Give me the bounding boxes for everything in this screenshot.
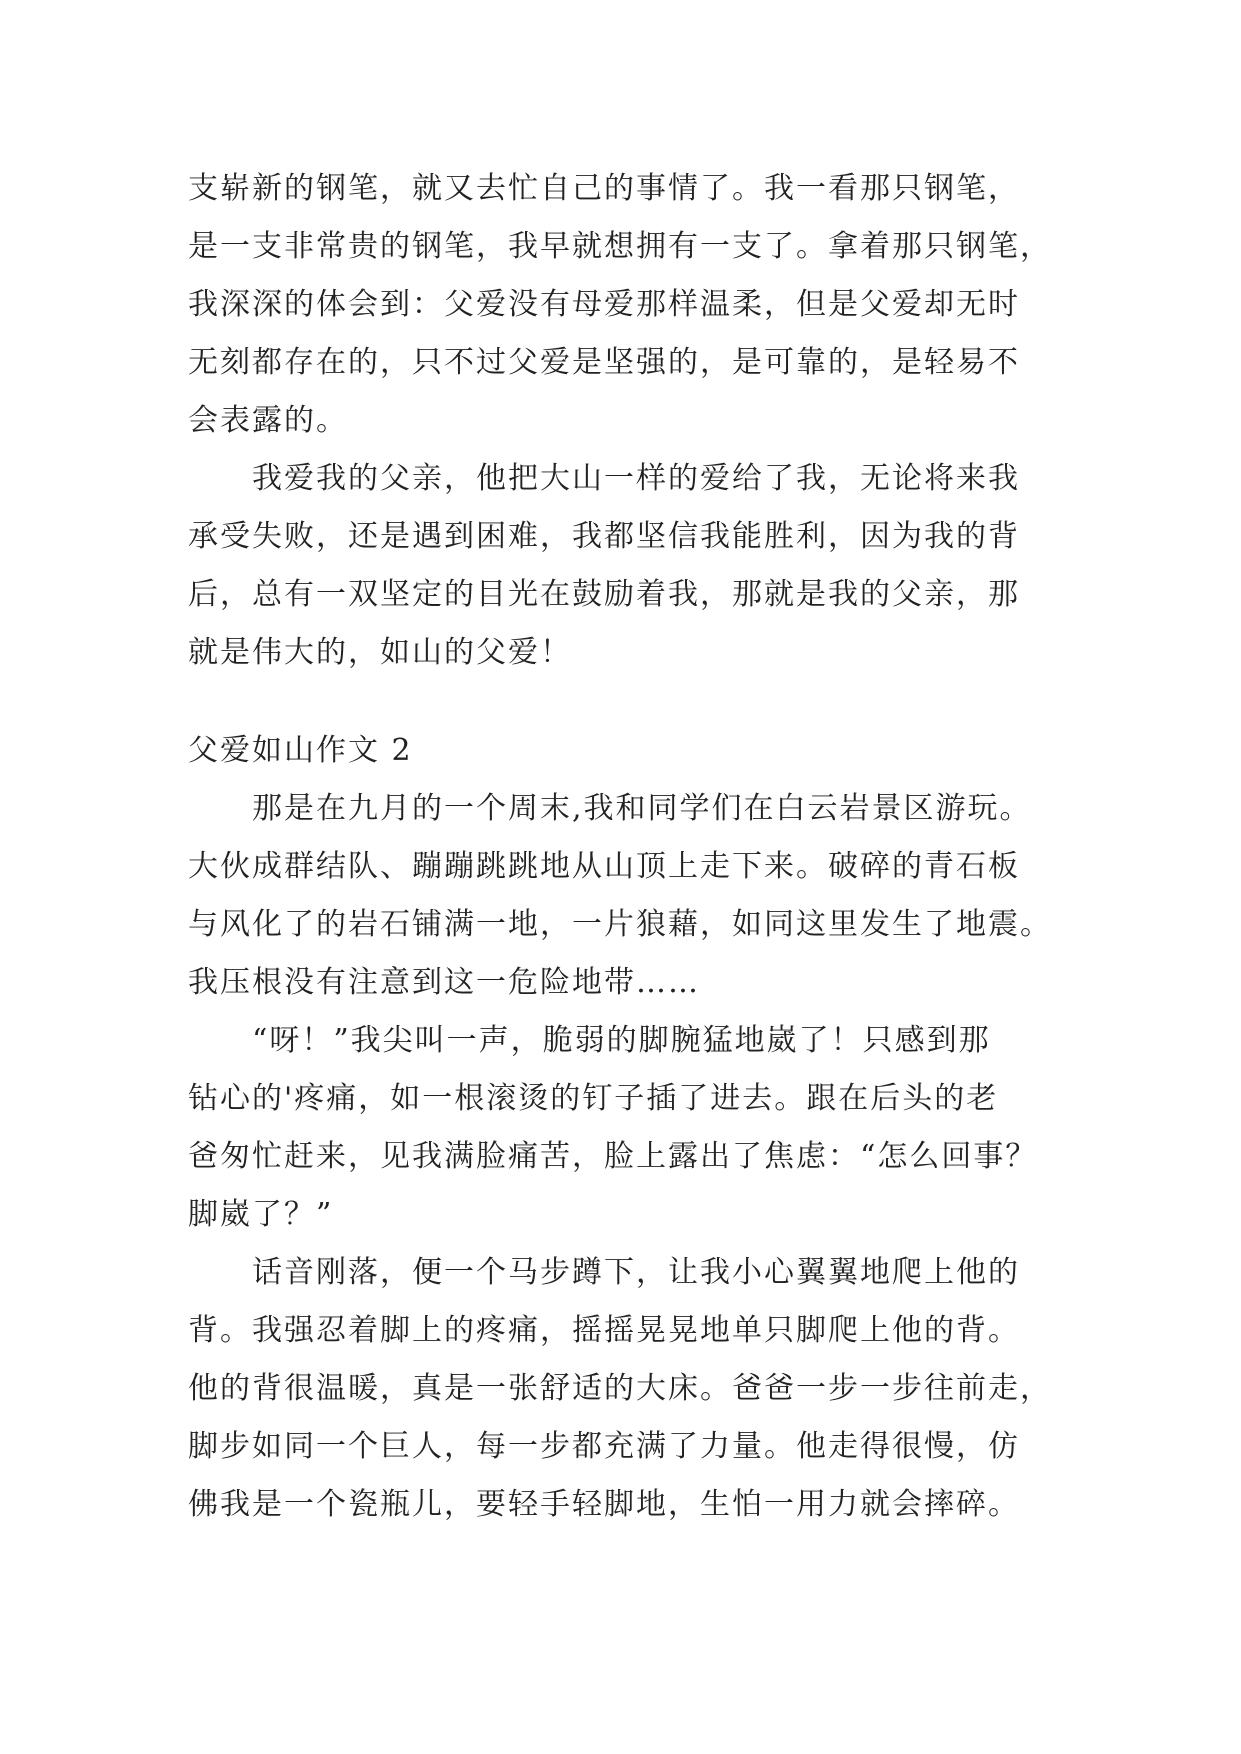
text-line: 大伙成群结队、蹦蹦跳跳地从山顶上走下来。破碎的青石板: [188, 849, 1020, 884]
text-line: 与风化了的岩石铺满一地，一片狼藉，如同这里发生了地震。: [188, 907, 1052, 942]
section-gap: [188, 682, 1058, 722]
text-line: 话音刚落，便一个马步蹲下，让我小心翼翼地爬上他的: [188, 1255, 1020, 1290]
text-line: 会表露的。: [188, 403, 348, 438]
text-line: 那是在九月的一个周末,我和同学们在白云岩景区游玩。: [188, 791, 1032, 826]
paragraph-3: [188, 780, 1058, 1012]
text-line: 佛我是一个瓷瓶儿，要轻手轻脚地，生怕一用力就会摔碎。: [188, 1487, 1020, 1522]
text-line: 无刻都存在的，只不过父爱是坚强的，是可靠的，是轻易不: [188, 345, 1020, 380]
text-line: 后，总有一双坚定的目光在鼓励着我，那就是我的父亲，那: [188, 577, 1020, 612]
text-line: 承受失败，还是遇到困难，我都坚信我能胜利，因为我的背: [188, 519, 1020, 554]
text-line: 钻心的'疼痛，如一根滚烫的钉子插了进去。跟在后头的老: [188, 1081, 999, 1116]
text-line: 就是伟大的，如山的父爱！: [188, 635, 572, 670]
text-line: 我深深的体会到：父爱没有母爱那样温柔，但是父爱却无时: [188, 287, 1020, 322]
paragraph-2: [188, 450, 1058, 682]
text-line: 脚步如同一个巨人，每一步都充满了力量。他走得很慢，仿: [188, 1429, 1020, 1464]
text-line: “呀！”我尖叫一声，脆弱的脚腕猛地崴了！只感到那: [188, 1023, 991, 1058]
section-heading: 父爱如山作文 2: [188, 733, 413, 768]
text-line: 他的背很温暖，真是一张舒适的大床。爸爸一步一步往前走，: [188, 1371, 1052, 1406]
text-line: 我爱我的父亲，他把大山一样的爱给了我，无论将来我: [188, 461, 1020, 496]
paragraph-5: [188, 1244, 1058, 1534]
text-line: 是一支非常贵的钢笔，我早就想拥有一支了。拿着那只钢笔，: [188, 229, 1052, 264]
paragraph-1: [188, 160, 1058, 450]
text-line: 我压根没有注意到这一危险地带……: [188, 965, 700, 1000]
paragraph-4: [188, 1012, 1058, 1244]
text-line: 背。我强忍着脚上的疼痛，摇摇晃晃地单只脚爬上他的背。: [188, 1313, 1020, 1348]
essay-body: [188, 160, 1058, 1534]
text-line: 支崭新的钢笔，就又去忙自己的事情了。我一看那只钢笔，: [188, 171, 1020, 206]
text-line: 脚崴了？”: [188, 1197, 334, 1232]
text-line: 爸匆忙赶来，见我满脸痛苦，脸上露出了焦虑：“怎么回事？: [188, 1139, 1038, 1174]
